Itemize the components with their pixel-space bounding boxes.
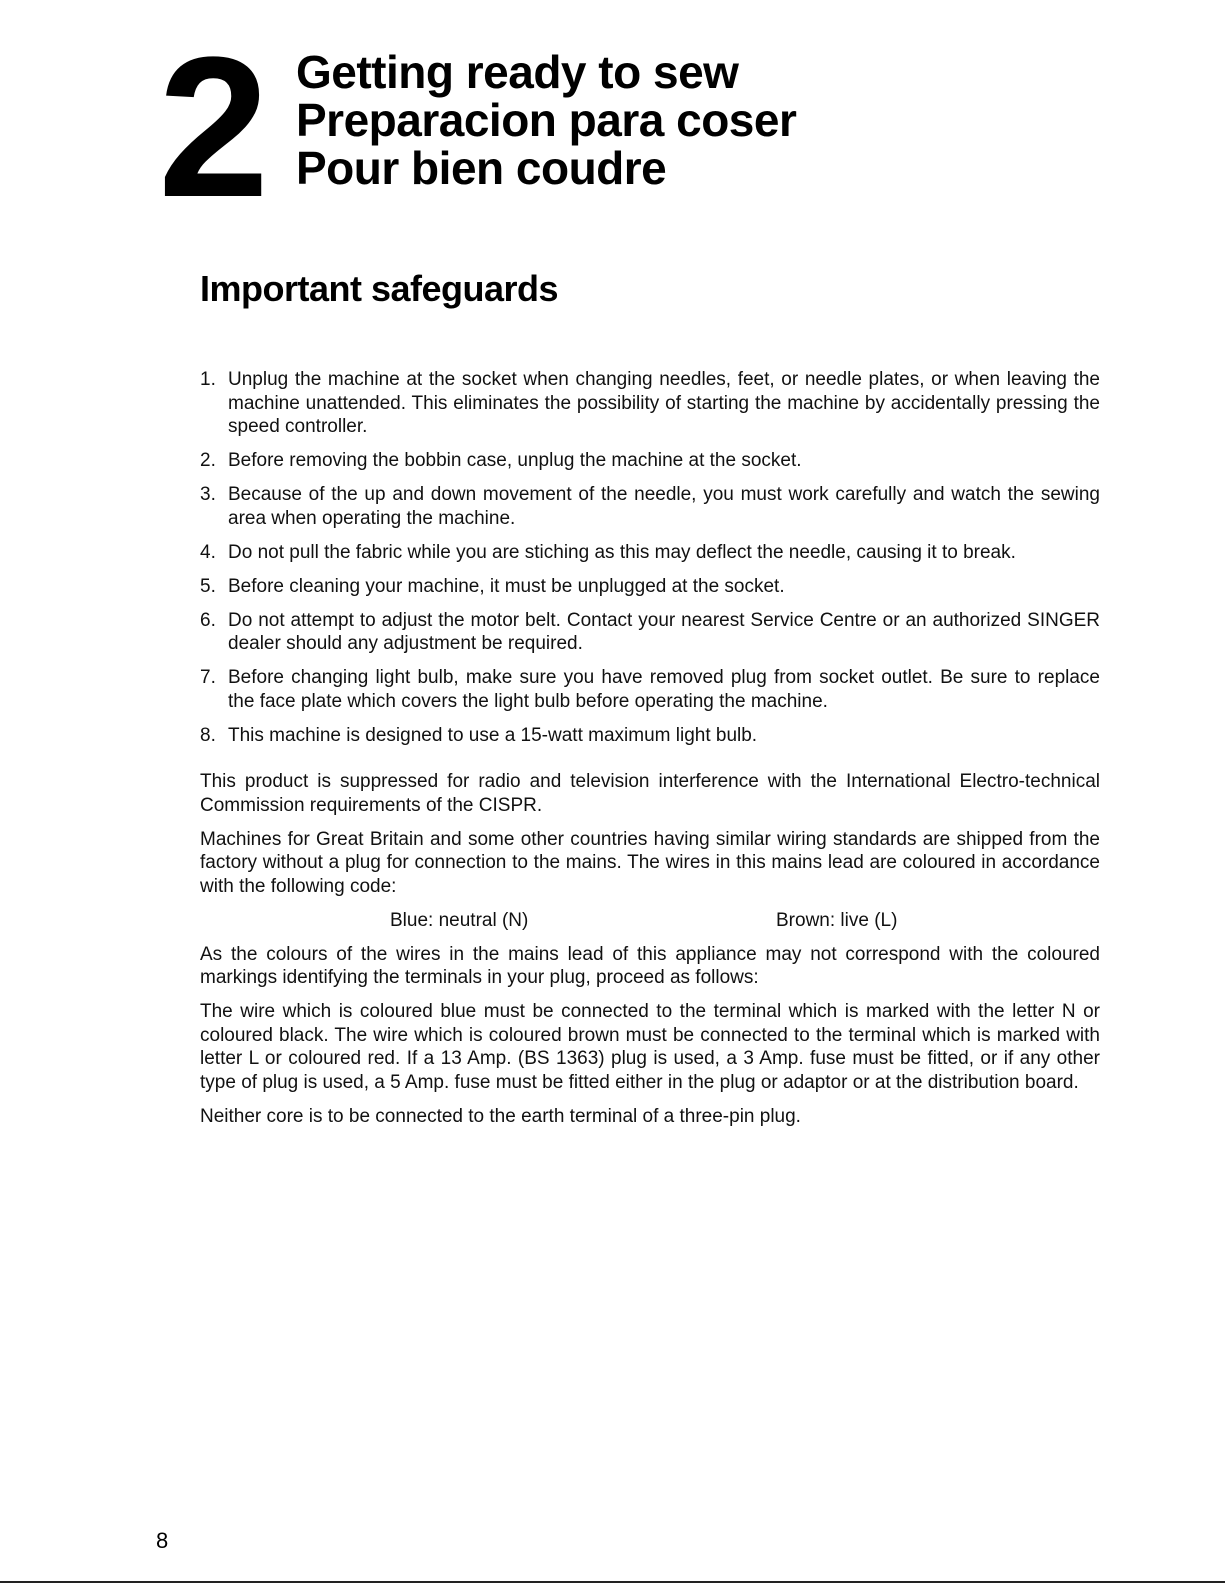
suppression-paragraph: This product is suppressed for radio and television interference with the International Electro-technical Commission requirements of the CISPR. — [200, 771, 1100, 816]
chapter-title-french: Pour bien coudre — [296, 142, 667, 194]
list-item-text: Before cleaning your machine, it must be unplugged at the socket. — [228, 575, 785, 597]
list-item-text: Before changing light bulb, make sure you have removed plug from socket outlet. Be sure to replace the face plate which covers the light bulb before operating the machine. — [228, 667, 1100, 712]
list-item — [200, 483, 1100, 530]
great-britain-paragraph: Machines for Great Britain and some other countries having similar wiring standards are shipped from the factory without a plug for connection to the mains. The wires in this mains lead are coloured in accordance with the following code: — [200, 828, 1100, 897]
wire-code-brown: Brown: live (L) — [776, 909, 898, 931]
safeguards-list — [200, 368, 1100, 747]
chapter-title-english: Getting ready to sew — [296, 46, 739, 98]
colours-paragraph: As the colours of the wires in the mains lead of this appliance may not correspond with the coloured markings identifying the terminals in your plug, proceed as follows: — [200, 943, 1100, 988]
chapter-titles — [296, 48, 796, 192]
earth-paragraph: Neither core is to be connected to the earth terminal of a three-pin plug. — [200, 1105, 801, 1127]
list-item — [200, 724, 1100, 748]
list-item — [200, 368, 1100, 439]
list-item — [200, 541, 1100, 565]
list-item-number: 8. — [200, 724, 216, 746]
list-item — [200, 609, 1100, 656]
list-item-text: Because of the up and down movement of the needle, you must work carefully and watch the sewing area when operating the machine. — [228, 484, 1100, 529]
wire-code-blue: Blue: neutral (N) — [390, 909, 529, 931]
list-item — [200, 666, 1100, 713]
section-heading: Important safeguards — [200, 268, 559, 309]
list-item-number: 5. — [200, 575, 216, 597]
list-item — [200, 575, 1100, 599]
list-item-text: Unplug the machine at the socket when changing needles, feet, or needle plates, or when leaving the machine unattended. This eliminates the possibility of starting the machine by accidentally pressing the speed controller. — [228, 369, 1100, 437]
chapter-title-spanish: Preparacion para coser — [296, 94, 797, 146]
list-item-text: This machine is designed to use a 15-watt maximum light bulb. — [228, 724, 758, 746]
list-item-number: 2. — [200, 450, 216, 471]
list-item-number: 7. — [200, 667, 216, 688]
list-item-number: 6. — [200, 609, 216, 631]
wire-color-codes — [200, 909, 1100, 933]
page-number: 8 — [156, 1528, 169, 1553]
bottom-rule — [0, 1581, 1225, 1583]
list-item-number: 3. — [200, 484, 216, 505]
list-item-text: Before removing the bobbin case, unplug the machine at the socket. — [228, 450, 802, 471]
list-item-text: Do not pull the fabric while you are stiching as this may deflect the needle, causing it to break. — [228, 541, 1016, 563]
list-item — [200, 449, 1100, 473]
list-item-number: 4. — [200, 541, 216, 563]
page-content — [200, 368, 1100, 1139]
list-item-text: Do not attempt to adjust the motor belt. Contact your nearest Service Centre or an authorized SINGER dealer should any adjustment be required. — [228, 609, 1100, 654]
list-item-number: 1. — [200, 369, 216, 390]
chapter-number: 2 — [158, 16, 264, 239]
wiring-paragraph: The wire which is coloured blue must be connected to the terminal which is marked with the letter N or coloured black. The wire which is coloured brown must be connected to the terminal which is marked with letter L or coloured red. If a 13 Amp. (BS 1363) plug is used, a 3 Amp. fuse must be fitted, or if any other type of plug is used, a 5 Amp. fuse must be fitted either in the plug or adaptor or at the distribution board. — [200, 1001, 1100, 1093]
